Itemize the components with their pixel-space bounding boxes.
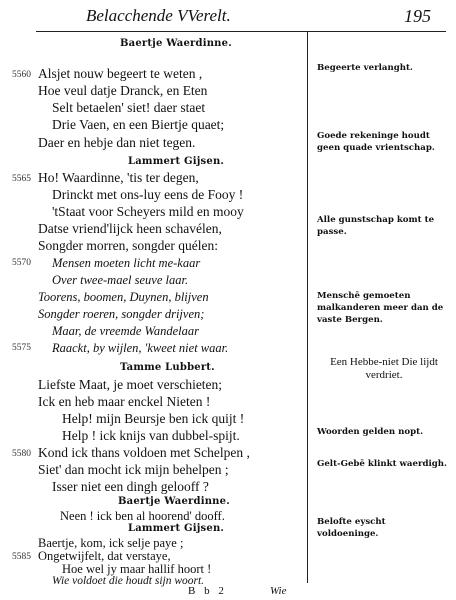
margin-note: Menschē gemoeten malkanderen meer dan de vaste Bergen. [317, 291, 444, 325]
speaker-heading: Baertje Waerdinne. [120, 38, 232, 49]
verse-line: Hoe veul datje Dranck, en Eten [38, 83, 208, 98]
margin-note: Woorden gelden nopt. [317, 427, 424, 437]
verse-line: Datse vriend'lijck heen schavélen, [38, 221, 222, 236]
verse-line: Hoe wel jy maar hallif hoort ! [62, 562, 212, 576]
margin-note: Belofte eyscht voldoeninge. [317, 517, 386, 539]
verse-line: Selt betaelen' siet! daer staet [52, 100, 206, 115]
verse-line: Raackt, by wijlen, 'kweet niet waar. [52, 341, 229, 355]
verse-line: Drie Vaen, en een Biertje quaet; [52, 117, 225, 132]
verse-line: Ho! Waardinne, 'tis ter degen, [38, 170, 199, 185]
line-number: 5565 [12, 174, 31, 184]
signature-mark: B b 2 [188, 585, 227, 597]
line-number: 5580 [12, 449, 31, 459]
verse-line: Daer en hebje dan niet tegen. [38, 135, 196, 150]
page-number: 195 [404, 6, 431, 26]
verse-line: Ick en heb maar enckel Nieten ! [38, 394, 211, 409]
margin-note: Alle gunstschap komt te passe. [317, 215, 435, 237]
verse-line: Help ! ick knijs van dubbel-spijt. [62, 428, 240, 443]
verse-line: Neen ! ick ben al hoorend' dooff. [60, 509, 225, 523]
margin-note: Gelt-Gebē klinkt waerdigh. [317, 459, 448, 469]
header-rule [36, 31, 446, 32]
verse-line: Songder morren, songder quélen: [38, 238, 218, 253]
line-number: 5560 [12, 70, 31, 80]
margin-rule [307, 31, 308, 583]
line-number: 5575 [12, 343, 31, 353]
verse-line: Drinckt met ons-luy eens de Fooy ! [52, 187, 244, 202]
verse-line: Ongetwijfelt, dat verstaye, [38, 549, 171, 563]
line-number: 5585 [12, 552, 31, 562]
verse-line: Mensen moeten licht me-kaar [52, 256, 201, 270]
verse-line: Toorens, boomen, Duynen, blijven [38, 290, 209, 304]
verse-line: Isser niet een dingh gelooff ? [52, 479, 209, 494]
margin-note: Goede rekeninge houdt geen quade vrientschap. [317, 131, 435, 153]
verse-line: Songder roeren, songder drijven; [38, 307, 205, 321]
speaker-heading: Lammert Gijsen. [128, 156, 225, 167]
speaker-heading: Lammert Gijsen. [128, 523, 225, 534]
verse-line: Maar, de vreemde Wandelaar [52, 324, 199, 338]
verse-line: Siet' dan mocht ick mijn behelpen ; [38, 462, 229, 477]
verse-line: Alsjet nouw begeert te weten , [38, 66, 203, 81]
margin-note: Begeerte verlanght. [317, 63, 413, 73]
speaker-heading: Tamme Lubbert. [120, 362, 215, 373]
running-title: Belacchende VVerelt. [86, 6, 231, 25]
verse-line: Help! mijn Beursje ben ick quijt ! [62, 411, 245, 426]
verse-line: Liefste Maat, je moet verschieten; [38, 377, 223, 392]
margin-note: Een Hebbe-niet Die lijdt verdriet. [330, 356, 438, 381]
verse-line: Wie voldoet die houdt sijn woort. [52, 575, 205, 587]
verse-line: Over twee-mael seuve laar. [52, 273, 189, 287]
verse-line: Kond ick thans voldoen met Schelpen , [38, 445, 250, 460]
catchword: Wie [270, 585, 287, 597]
verse-line: Baertje, kom, ick selje paye ; [38, 536, 184, 550]
line-number: 5570 [12, 258, 31, 268]
verse-line: 'tStaat voor Scheyers mild en mooy [52, 204, 244, 219]
speaker-heading: Baertje Waerdinne. [118, 496, 230, 507]
